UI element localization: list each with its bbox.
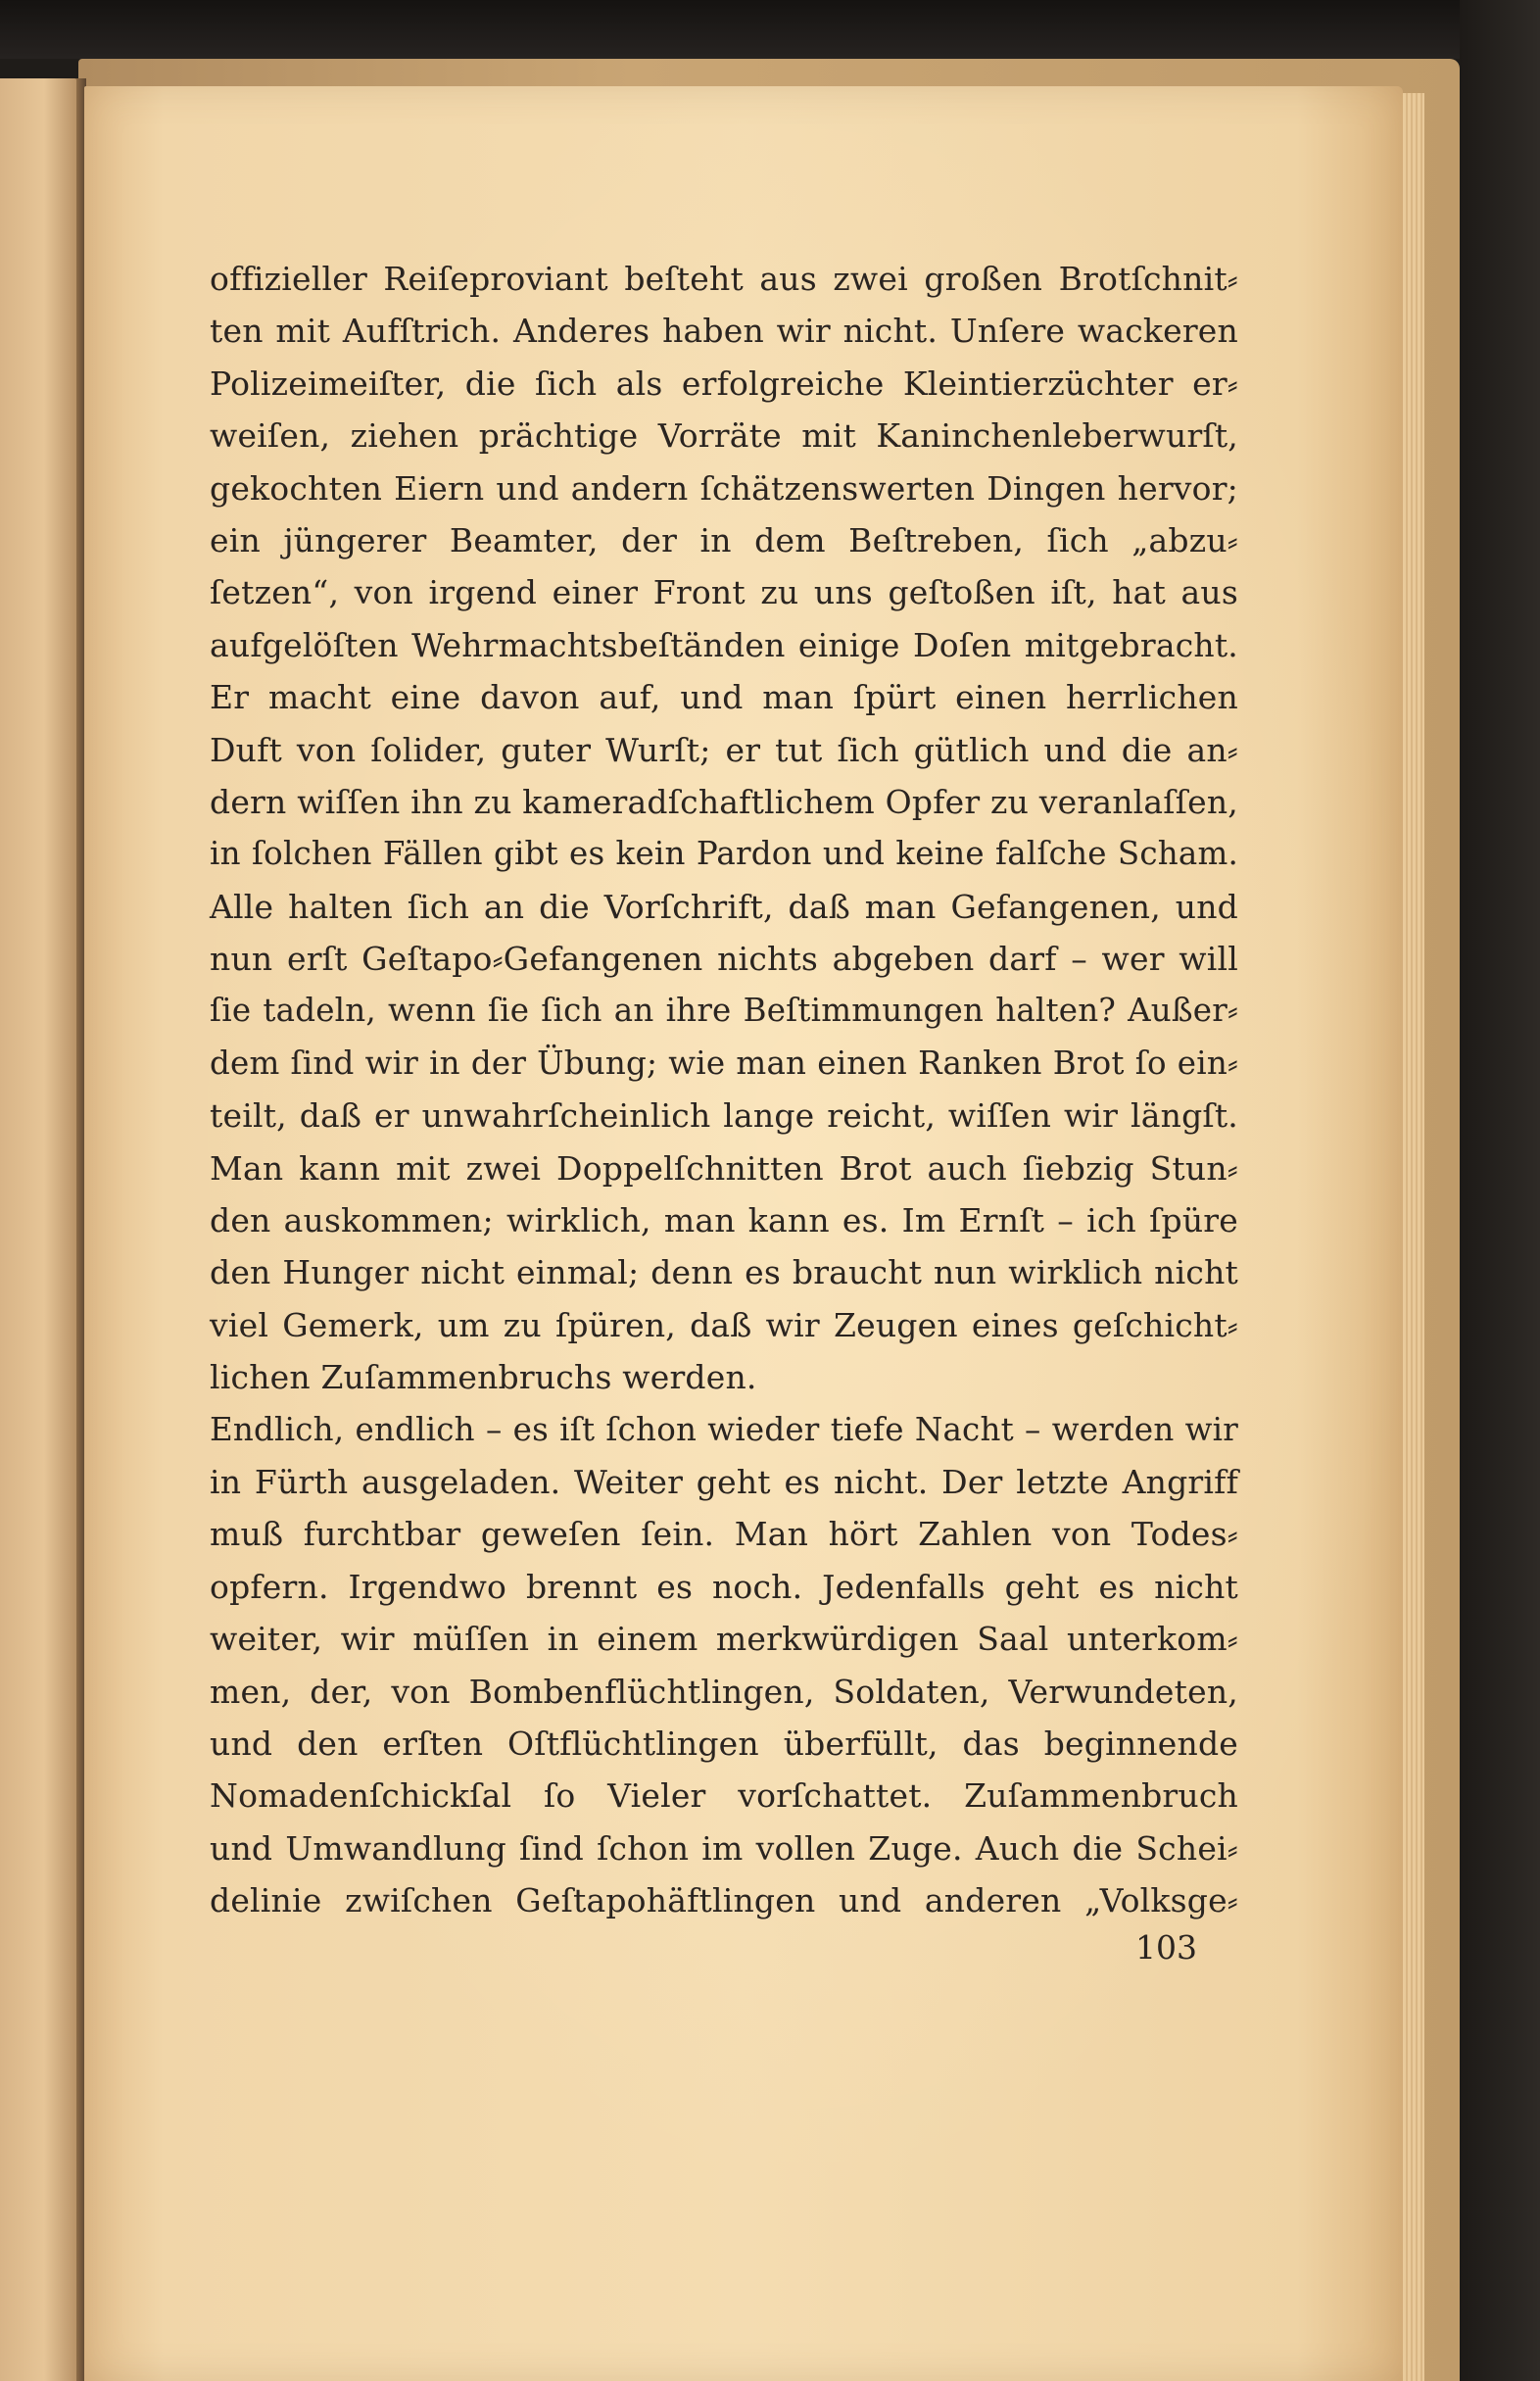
text-line: opfern. Irgendwo brennt es noch. Jedenfalls geht es nicht [210,1567,1238,1606]
text-line: in Fürth ausgeladen. Weiter geht es nicht. Der letzte Angriff [210,1462,1238,1501]
page-stack-edge [1403,93,1424,2381]
book-page [84,86,1403,2381]
text-line: Man kann mit zwei Doppelſchnitten Brot auch ſiebzig Stun⸗ [210,1148,1238,1188]
text-line: ein jüngerer Beamter, der in dem Beſtreben, ſich „abzu⸗ [210,520,1238,559]
top-shadow-band [0,0,1540,59]
text-line: viel Gemerk, um zu ſpüren, daß wir Zeugen eines geſchicht⸗ [210,1305,1238,1344]
text-line: lichen Zuſammenbruchs werden. [210,1358,757,1397]
background-right [1460,0,1540,2381]
text-line: dem ſind wir in der Übung; wie man einen Ranken Brot ſo ein⸗ [210,1044,1238,1082]
text-line: gekochten Eiern und andern ſchätzenswerten Dingen hervor; [210,468,1238,508]
text-line: muß furchtbar geweſen ſein. Man hört Zahlen von Todes⸗ [210,1515,1238,1554]
body-text [210,253,1238,1927]
text-line: aufgelöſten Wehrmachtsbeſtänden einige Doſen mitgebracht. [210,625,1238,664]
text-line: Alle halten ſich an die Vorſchrift, daß man Gefangenen, und [210,887,1238,926]
text-line: in ſolchen Fällen gibt es kein Pardon und keine falſche Scham. [210,835,1238,873]
text-line: dern wiſſen ihn zu kameradſchaftlichem Opfer zu veranlaſſen, [210,782,1238,821]
text-line: Duft von ſolider, guter Wurſt; er tut ſich gütlich und die an⸗ [210,730,1238,769]
text-line: ſie tadeln, wenn ſie ſich an ihre Beſtimmungen halten? Außer⸗ [210,992,1238,1030]
text-line: Er macht eine davon auf, und man ſpürt einen herrlichen [210,678,1238,717]
text-line: men, der, von Bombenflüchtlingen, Soldaten, Verwundeten, [210,1672,1238,1711]
text-line: ten mit Aufſtrich. Anderes haben wir nicht. Unſere wackeren [210,312,1238,351]
text-line: delinie zwiſchen Geſtapohäftlingen und anderen „Volksge⸗ [210,1881,1238,1920]
text-line: und den erſten Oſtflüchtlingen überfüllt, das beginnende [210,1724,1238,1763]
text-line: den Hunger nicht einmal; denn es braucht nun wirklich nicht [210,1253,1238,1292]
text-line: offizieller Reiſeproviant beſteht aus zwei großen Brotſchnit⸗ [210,260,1238,298]
text-line: nun erſt Geſtapo⸗Gefangenen nichts abgeben darf – wer will [210,940,1238,979]
text-line: den auskommen; wirklich, man kann es. Im Ernſt – ich ſpüre [210,1201,1238,1240]
text-line: teilt, daß er unwahrſcheinlich lange reicht, wiſſen wir längſt. [210,1096,1238,1136]
text-line: und Umwandlung ſind ſchon im vollen Zuge. Auch die Schei⸗ [210,1828,1238,1868]
text-line: Polizeimeiſter, die ſich als erfolgreiche Kleintierzüchter er⸗ [210,364,1238,403]
page-number: 103 [1135,1928,1197,1967]
text-line: Nomadenſchickſal ſo Vieler vorſchattet. Zuſammenbruch [210,1776,1238,1816]
text-line: weiſen, ziehen prächtige Vorräte mit Kaninchenleberwurſt, [210,416,1238,456]
text-line: ſetzen“, von irgend einer Front zu uns geſtoßen iſt, hat aus [210,573,1238,612]
text-line: weiter, wir müſſen in einem merkwürdigen Saal unterkom⸗ [210,1620,1238,1659]
previous-page-edge [0,78,80,2381]
text-line: Endlich, endlich – es iſt ſchon wieder tiefe Nacht – werden wir [210,1410,1238,1448]
